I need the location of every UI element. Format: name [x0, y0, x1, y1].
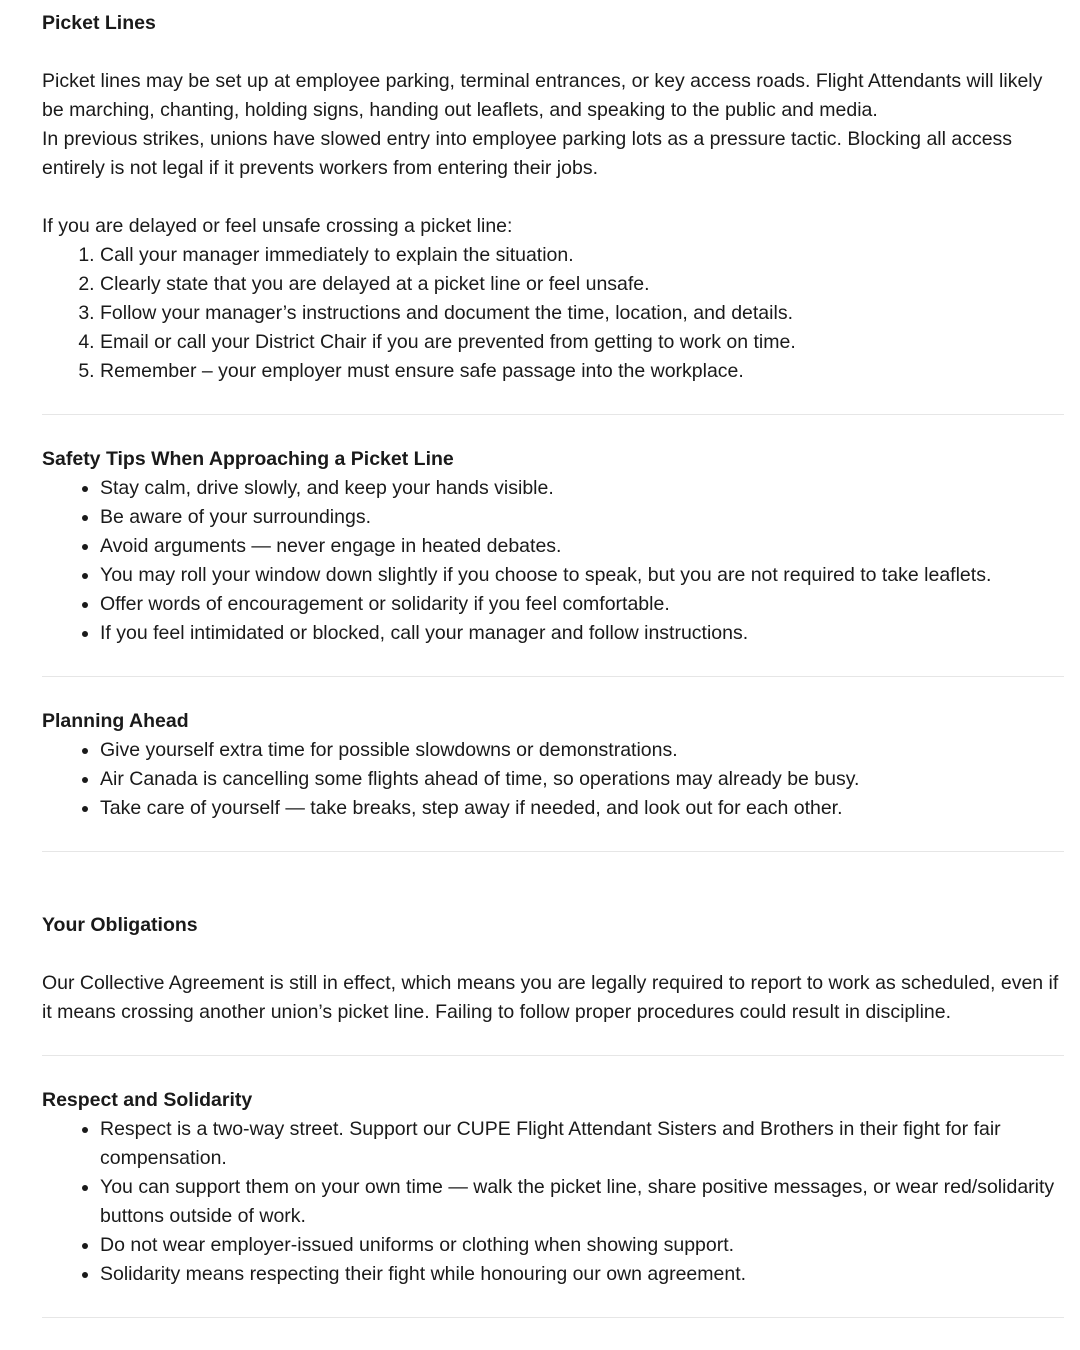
respect-list: [42, 1115, 1064, 1289]
safety-tips-section: [42, 445, 1064, 648]
list-item: • You can support them on your own time — walk the picket line, share positive messages, or wear red/solidarity buttons outside of work.: [100, 1173, 1064, 1231]
list-item: 4. Email or call your District Chair if you are prevented from getting to work on time.: [100, 328, 1064, 357]
section-title-safety-tips: Safety Tips When Approaching a Picket Line: [42, 448, 454, 470]
list-item: • Give yourself extra time for possible slowdowns or demonstrations.: [100, 736, 1064, 765]
section-divider: [42, 1317, 1064, 1318]
planning-ahead-section: [42, 707, 1064, 823]
list-item: 5. Remember – your employer must ensure safe passage into the workplace.: [100, 357, 1064, 386]
picket-lines-paragraph-1: Picket lines may be set up at employee parking, terminal entrances, or key access roads. Flight Attendants will likely be marching, chanting, holding signs, handing out leaflets, and speaking to the public and media.: [42, 70, 1043, 121]
list-item: • You may roll your window down slightly if you choose to speak, but you are not required to take leaflets.: [100, 561, 1064, 590]
list-item: • Stay calm, drive slowly, and keep your hands visible.: [100, 474, 1064, 503]
section-title-obligations: Your Obligations: [42, 914, 198, 936]
list-item: 3. Follow your manager’s instructions and document the time, location, and details.: [100, 299, 1064, 328]
picket-lines-paragraph-2: In previous strikes, unions have slowed entry into employee parking lots as a pressure tactic. Blocking all access entirely is not legal if it prevents workers from entering their jobs.: [42, 128, 1013, 179]
safety-tips-list: [42, 474, 1064, 648]
list-item: • Solidarity means respecting their fight while honouring our own agreement.: [100, 1260, 1064, 1289]
list-item: • Be aware of your surroundings.: [100, 503, 1064, 532]
list-item: • Do not wear employer-issued uniforms or clothing when showing support.: [100, 1231, 1064, 1260]
list-item: • Take care of yourself — take breaks, step away if needed, and look out for each other.: [100, 794, 1064, 823]
section-title-respect: Respect and Solidarity: [42, 1089, 253, 1111]
list-item: • If you feel intimidated or blocked, call your manager and follow instructions.: [100, 619, 1064, 648]
list-item: 1. Call your manager immediately to explain the situation.: [100, 241, 1064, 270]
picket-lines-section: [42, 9, 1064, 386]
steps-intro: If you are delayed or feel unsafe crossing a picket line:: [42, 215, 513, 237]
list-item: 2. Clearly state that you are delayed at a picket line or feel unsafe.: [100, 270, 1064, 299]
list-item: • Air Canada is cancelling some flights ahead of time, so operations may already be busy.: [100, 765, 1064, 794]
planning-ahead-list: [42, 736, 1064, 823]
list-item: • Avoid arguments — never engage in heated debates.: [100, 532, 1064, 561]
list-item: • Offer words of encouragement or solidarity if you feel comfortable.: [100, 590, 1064, 619]
obligations-section: [42, 911, 1064, 1027]
section-title-planning-ahead: Planning Ahead: [42, 710, 189, 732]
section-title-picket-lines: Picket Lines: [42, 12, 156, 34]
respect-section: [42, 1086, 1064, 1289]
list-item: • Respect is a two-way street. Support our CUPE Flight Attendant Sisters and Brothers in their fight for fair compensation.: [100, 1115, 1064, 1173]
steps-list: [42, 241, 1064, 386]
obligations-paragraph: Our Collective Agreement is still in effect, which means you are legally required to report to work as scheduled, even if it means crossing another union’s picket line. Failing to follow proper procedures could result in discipline.: [42, 972, 1059, 1023]
